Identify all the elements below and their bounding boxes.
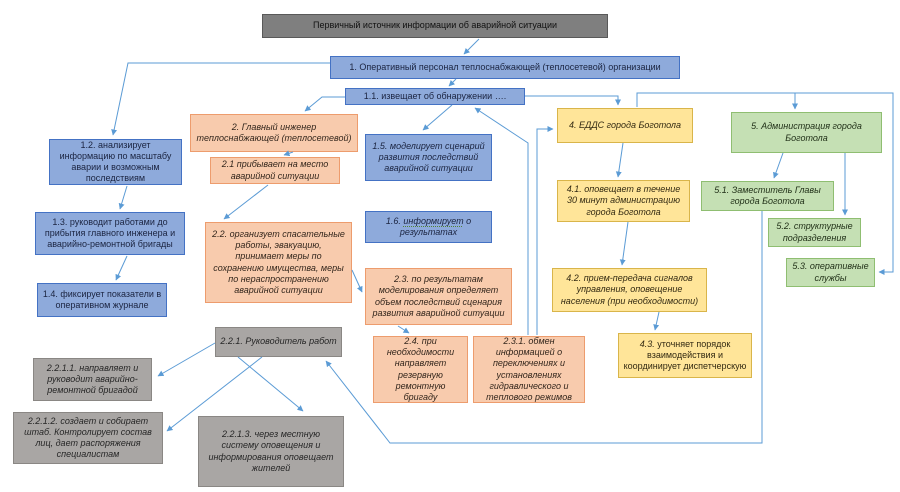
box-5-1-deputy-head <box>701 181 834 211</box>
box-2-chief-engineer <box>190 114 358 152</box>
connector-2-3-to-2-4 <box>398 326 409 333</box>
box-1-label: 1. Оперативный персонал теплоснабжающей (теплосетевой) организации <box>349 61 661 72</box>
connector-2-to-2-1 <box>284 152 293 155</box>
box-2-1-arrives <box>210 157 340 184</box>
connector-1-1-to-1-5 <box>423 105 452 130</box>
connector-1-2-to-1-3 <box>120 186 127 209</box>
box-2-4-reserve-brigade <box>373 336 468 403</box>
connector-2-3-1-to-4 <box>537 129 553 335</box>
box-2-2-1-work-manager <box>215 327 342 357</box>
box-1-6-underlined-word: информирует <box>403 215 464 226</box>
box-2-2-1-2-creates-hq <box>13 412 163 464</box>
box-1-6-informs <box>365 211 492 243</box>
connector-2-2-1-to-2-2-1-1 <box>158 343 215 376</box>
box-2-3-label: 2.3. по результатам моделирования определяет объем последствий сценария развития аварийной ситуации <box>372 274 505 318</box>
box-5-1-label: 5.1. Заместитель Главы города Боготола <box>714 184 821 206</box>
box-2-4-label: 2.4. при необходимости направляет резервную ремонтную бригаду <box>386 335 455 402</box>
box-1-2-analyzes <box>49 139 182 185</box>
connector-5-1-to-2-2-1 <box>326 211 762 443</box>
box-5-administration <box>731 112 882 153</box>
connector-1-3-to-1-4 <box>116 256 127 280</box>
box-4-label: 4. ЕДДС города Боготола <box>568 119 681 130</box>
box-1-5-models-scenario <box>365 134 492 181</box>
connector-1-1-to-4 <box>525 96 618 105</box>
box-2-2-1-label: 2.2.1. Руководитель работ <box>220 336 337 347</box>
box-5-3-operational-services <box>786 258 875 287</box>
box-1-1-notifies <box>345 88 525 105</box>
box-1-4-records <box>37 283 167 317</box>
connector-4-2-to-4-3 <box>655 312 659 330</box>
box-1-1-label: 1.1. извещает об обнаружении …. <box>363 90 507 101</box>
box-5-3-label: 5.3. оперативные службы <box>792 261 869 283</box>
box-2-2-1-3-label: 2.2.1.3. через местную систему оповещения и информирования оповещает жителей <box>208 429 334 473</box>
connector-2-2-to-2-3 <box>352 270 362 292</box>
box-2-2-label: 2.2. организует спасательные работы, эвакуацию, принимает меры по сохранению имущества, меры по нераспространению аварийной ситуации <box>212 228 345 295</box>
box-2-3-1-info-exchange <box>473 336 585 403</box>
box-2-1-label: 2.1 прибывает на место аварийной ситуации <box>221 159 329 181</box>
box-2-2-organizes <box>205 222 352 303</box>
connector-2-2-1-to-2-2-1-3 <box>238 357 303 411</box>
box-1-3-leads-works <box>35 212 185 255</box>
box-2-label: 2. Главный инженер теплоснабжающей (теплосетевой) <box>196 121 352 143</box>
box-1-operational-staff <box>330 56 680 79</box>
box-1-5-label: 1.5. моделирует сценарий развития последствий аварийной ситуации <box>372 140 485 174</box>
box-4-2-label: 4.2. прием-передача сигналов управления, оповещение населения (при необходимости) <box>560 273 699 306</box>
connector-4-1-to-4-2 <box>622 222 628 265</box>
box-2-3-1-label: 2.3.1. обмен информацией о переключениях и установлениях гидравлического и теплового режимов <box>486 335 572 402</box>
box-1-4-label: 1.4. фиксирует показатели в оперативном журнале <box>42 288 162 310</box>
connector-1-1-to-2 <box>305 97 345 111</box>
box-2-2-1-3-alerts-residents <box>198 416 344 487</box>
box-4-3-number: 4.3. <box>639 338 655 349</box>
connector-1-to-1-1 <box>449 79 456 86</box>
box-1-6-label <box>370 216 487 239</box>
box-5-label: 5. Администрация города Боготола <box>751 121 862 143</box>
box-primary-source-label: Первичный источник информации об аварийной ситуации <box>312 20 558 31</box>
box-1-6-prefix: 1.6. <box>385 215 404 226</box>
box-5-2-structural-units <box>768 218 861 247</box>
box-4-edds <box>557 108 693 143</box>
connector-source-to-1 <box>464 39 479 54</box>
connector-2-1-to-2-2 <box>224 185 268 219</box>
connector-4-to-4-1 <box>618 143 623 177</box>
box-2-2-1-1-directs-brigade <box>33 358 152 401</box>
connector-5-to-5-1 <box>774 153 783 178</box>
box-primary-source <box>262 14 608 38</box>
box-2-3-modeling-results <box>365 268 512 325</box>
box-2-2-1-2-label: 2.2.1.2. создает и собирает штаб. Контролирует состав лиц, дает распоряжения специалистам <box>24 415 152 460</box>
box-1-6-suffix: о результатах <box>399 215 472 237</box>
box-4-3-text: уточняет порядок взаимодействия и координирует диспетчерскую <box>623 338 747 372</box>
box-4-3-label <box>623 339 747 373</box>
box-1-3-label: 1.3. руководит работами до прибытия главного инженера и аварийно-ремонтной бригады <box>44 216 176 250</box>
box-4-2-signals <box>552 268 707 312</box>
box-4-1-notifies-admin <box>557 180 690 222</box>
box-5-2-label: 5.2. структурные подразделения <box>776 221 853 243</box>
box-1-2-label: 1.2. анализирует информацию по масштабу аварии и возможным последствиям <box>59 139 172 184</box>
box-2-2-1-1-label: 2.2.1.1. направляет и руководит аварийно-ремонтной бригадой <box>46 362 139 396</box>
box-4-3-coordinates <box>618 333 752 378</box>
box-4-1-label: 4.1. оповещает в течение 30 минут администрацию города Боготола <box>566 184 681 217</box>
